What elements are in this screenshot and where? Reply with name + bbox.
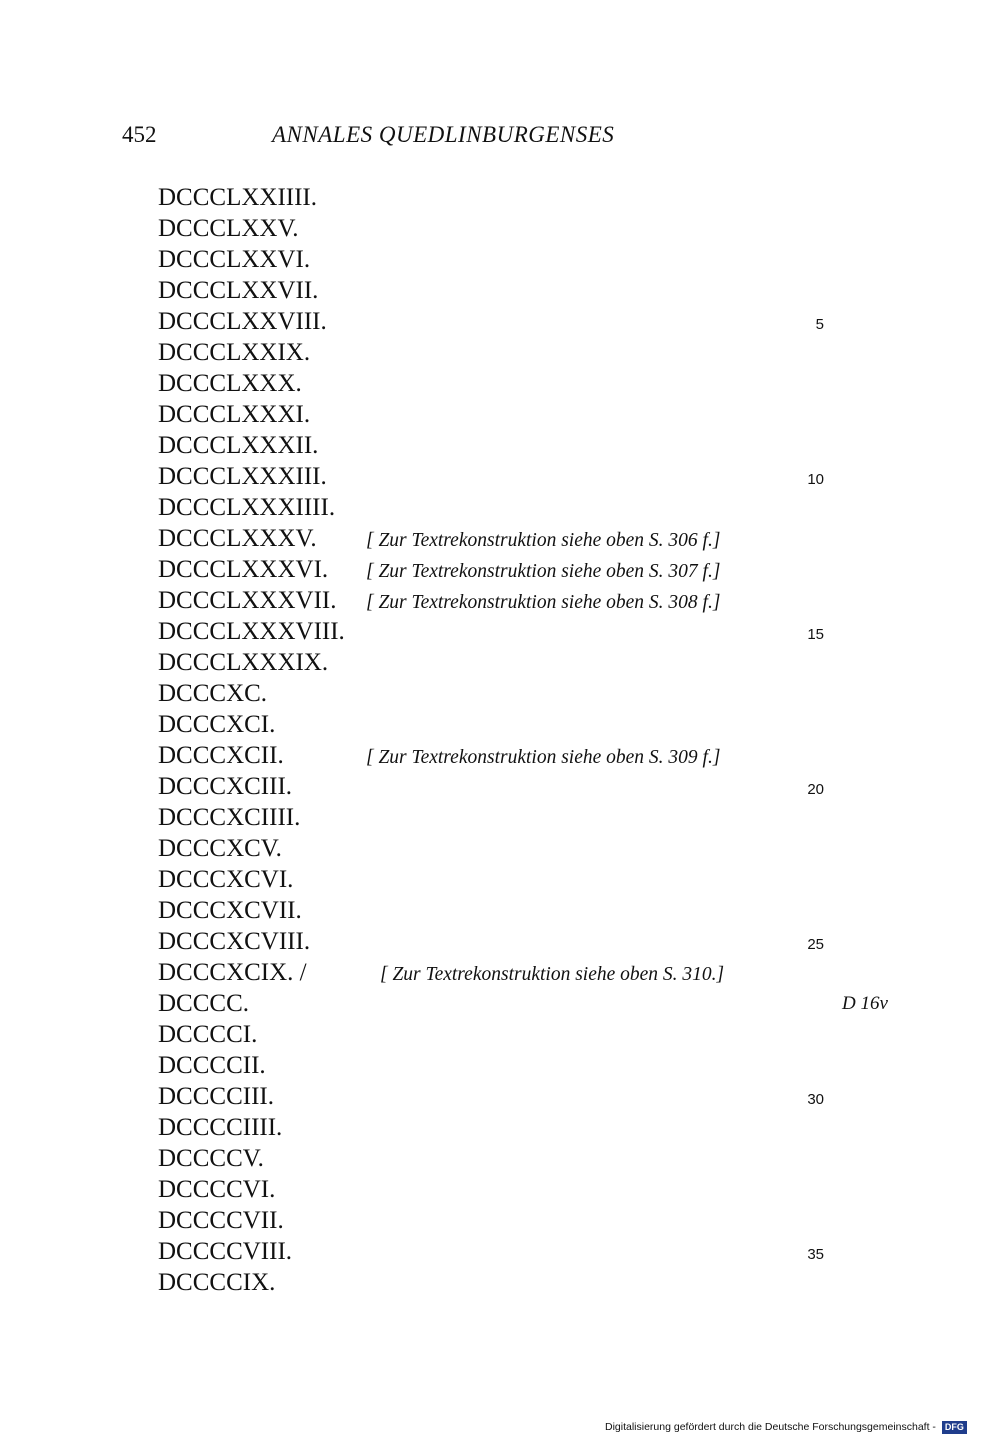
- year-entry: DCCCLXXXI.: [158, 401, 311, 428]
- year-entry: DCCCLXXXVIII.: [158, 618, 345, 645]
- year-line: [0, 368, 1000, 399]
- year-entry: DCCCCIIII.: [158, 1114, 283, 1141]
- year-line: [0, 771, 1000, 802]
- year-line: [0, 585, 1000, 616]
- year-line: [0, 926, 1000, 957]
- footer-text: Digitalisierung gefördert durch die Deutsche Forschungsgemeinschaft -: [605, 1421, 936, 1434]
- year-line: [0, 244, 1000, 275]
- year-line: [0, 461, 1000, 492]
- manuscript-folio-ref: D 16v: [842, 993, 888, 1014]
- line-number: 10: [807, 471, 824, 488]
- year-entry: DCCCXCVI.: [158, 866, 294, 893]
- reconstruction-note: [ Zur Textrekonstruktion siehe oben S. 307 f.]: [366, 561, 721, 582]
- year-line: [0, 1174, 1000, 1205]
- year-line: [0, 957, 1000, 988]
- year-line: [0, 275, 1000, 306]
- year-entry: DCCCXCVIII.: [158, 928, 311, 955]
- year-line: [0, 864, 1000, 895]
- year-entry: DCCCXCI.: [158, 711, 276, 738]
- year-line: [0, 833, 1000, 864]
- year-entry: DCCCLXXXVI.: [158, 556, 329, 583]
- year-entry: DCCCCV.: [158, 1145, 264, 1172]
- year-line: [0, 492, 1000, 523]
- line-number: 20: [807, 781, 824, 798]
- year-entry: DCCCLXXX.: [158, 370, 302, 397]
- year-line: [0, 616, 1000, 647]
- year-entry: DCCCLXXV.: [158, 215, 299, 242]
- year-line: [0, 678, 1000, 709]
- year-entry: DCCCXCII.: [158, 742, 284, 769]
- year-entry: DCCCCII.: [158, 1052, 266, 1079]
- year-entry: DCCCCVIII.: [158, 1238, 293, 1265]
- year-entry: DCCCXCIX. /: [158, 959, 307, 986]
- year-line: [0, 895, 1000, 926]
- reconstruction-note: [ Zur Textrekonstruktion siehe oben S. 310.]: [380, 964, 725, 985]
- year-line: [0, 1205, 1000, 1236]
- year-entry: DCCCXCV.: [158, 835, 282, 862]
- year-entry: DCCCCVII.: [158, 1207, 284, 1234]
- running-title: ANNALES QUEDLINBURGENSES: [272, 122, 615, 147]
- year-line: [0, 988, 1000, 1019]
- year-line: [0, 430, 1000, 461]
- year-entry: DCCCLXXIX.: [158, 339, 311, 366]
- line-number: 25: [807, 936, 824, 953]
- year-entry: DCCCLXXVIII.: [158, 308, 327, 335]
- year-line: [0, 1019, 1000, 1050]
- page-number: 452: [122, 122, 157, 147]
- line-number: 15: [807, 626, 824, 643]
- year-entry: DCCCLXXXVII.: [158, 587, 337, 614]
- line-number: 30: [807, 1091, 824, 1108]
- reconstruction-note: [ Zur Textrekonstruktion siehe oben S. 308 f.]: [366, 592, 721, 613]
- year-entry: DCCCCIX.: [158, 1269, 276, 1296]
- year-entry: DCCCCIII.: [158, 1083, 274, 1110]
- year-line: [0, 647, 1000, 678]
- year-line: [0, 306, 1000, 337]
- line-number: 5: [815, 316, 824, 333]
- year-entry: DCCCLXXXV.: [158, 525, 317, 552]
- year-entry: DCCCLXXVI.: [158, 246, 311, 273]
- year-line: [0, 709, 1000, 740]
- year-entry: DCCCLXXXIIII.: [158, 494, 336, 521]
- year-entry: DCCCXCIII.: [158, 773, 293, 800]
- year-entry: DCCCLXXXIII.: [158, 463, 327, 490]
- reconstruction-note: [ Zur Textrekonstruktion siehe oben S. 306 f.]: [366, 530, 721, 551]
- annals-year-list: [0, 182, 1000, 1298]
- year-line: [0, 523, 1000, 554]
- year-entry: DCCCLXXIIII.: [158, 184, 318, 211]
- page-header: [0, 118, 1000, 152]
- year-line: [0, 1267, 1000, 1298]
- year-line: [0, 1236, 1000, 1267]
- year-line: [0, 802, 1000, 833]
- year-line: [0, 399, 1000, 430]
- dfg-logo: DFG: [942, 1421, 967, 1434]
- year-entry: DCCCLXXXII.: [158, 432, 319, 459]
- year-entry: DCCCXCVII.: [158, 897, 302, 924]
- year-line: [0, 554, 1000, 585]
- year-entry: DCCCC.: [158, 990, 250, 1017]
- year-line: [0, 1081, 1000, 1112]
- year-line: [0, 182, 1000, 213]
- year-line: [0, 1112, 1000, 1143]
- reconstruction-note: [ Zur Textrekonstruktion siehe oben S. 309 f.]: [366, 747, 721, 768]
- year-line: [0, 740, 1000, 771]
- footer-credit: [605, 1419, 985, 1435]
- year-entry: DCCCXCIIII.: [158, 804, 301, 831]
- year-line: [0, 337, 1000, 368]
- year-line: [0, 1143, 1000, 1174]
- year-line: [0, 213, 1000, 244]
- year-line: [0, 1050, 1000, 1081]
- year-entry: DCCCCVI.: [158, 1176, 276, 1203]
- year-entry: DCCCCI.: [158, 1021, 258, 1048]
- year-entry: DCCCLXXXIX.: [158, 649, 329, 676]
- line-number: 35: [807, 1246, 824, 1263]
- year-entry: DCCCXC.: [158, 680, 268, 707]
- year-entry: DCCCLXXVII.: [158, 277, 319, 304]
